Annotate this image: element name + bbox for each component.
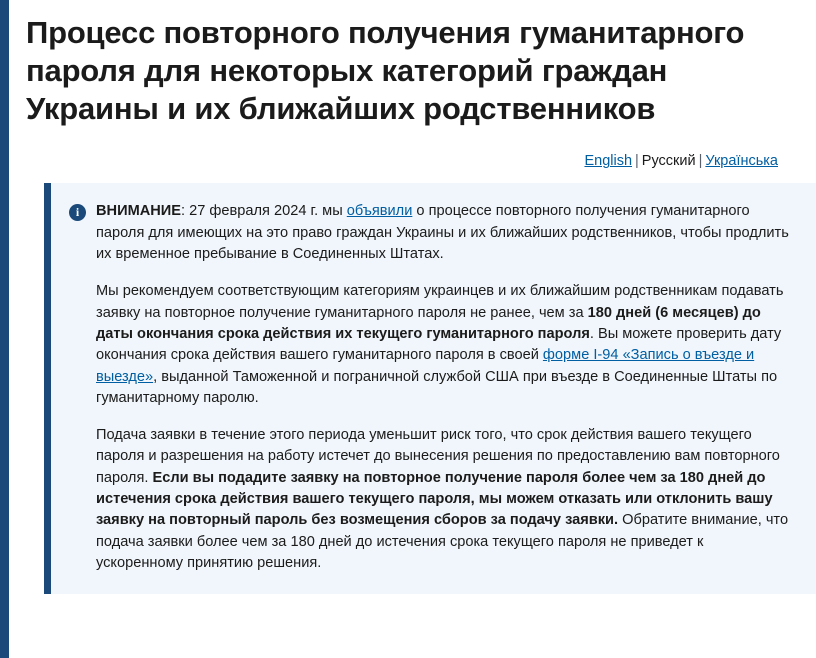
alert-p3-part1: Подача заявки в течение этого периода уменьшит риск того, что срок действия вашего текущего пароля и разрешения на работу истечет до вынесения решения по предоставлению вам повторного пароля. <box>96 427 780 486</box>
alert-p2-part1: Мы рекомендуем соответствующим категориям украинцев и их ближайшим родственникам подавать заявку на повторное получение гуманитарного пароля не ранее, чем за <box>96 283 784 321</box>
language-current-russian: Русский <box>641 153 696 170</box>
alert-p3-part2: Обратите внимание, что подача заявки более чем за 180 дней до истечения срока текущего пароля не приведет к ускоренному принятию решения. <box>96 512 789 571</box>
language-separator-2: | <box>698 153 703 170</box>
alert-box <box>44 183 816 594</box>
alert-p1-after-label: : 27 февраля 2024 г. мы <box>181 203 347 220</box>
alert-p3-bold1: Если вы подадите заявку на повторное получение пароля более чем за 180 дней до истечения срока действия вашего текущего пароля, мы можем отказать или отклонить вашу заявку на повторный пароль без возмещения сборов за подачу заявки. <box>96 469 773 529</box>
alert-body <box>96 201 794 574</box>
alert-attention-label: ВНИМАНИЕ <box>96 203 182 220</box>
alert-paragraph-3 <box>96 425 794 574</box>
page-title: Процесс повторного получения гуманитарного пароля для некоторых категорий граждан Украины и их ближайших родственников <box>26 15 745 126</box>
alert-p2-bold1: 180 дней (6 месяцев) до даты окончания срока действия их текущего гуманитарного пароля <box>96 304 761 342</box>
alert-p2-part2: . Вы можете проверить дату окончания срока действия вашего гуманитарного пароля в своей <box>96 325 782 364</box>
alert-p1-tail: о процессе повторного получения гуманитарного пароля для имеющих на это право граждан Украины и их ближайших родственников, чтобы продлить их временное пребывание в Соединенных Штатах. <box>96 203 789 263</box>
info-icon: i <box>69 204 86 221</box>
alert-p2-part3: , выданной Таможенной и пограничной службой США при въезде в Соединенные Штаты по гуманитарному паролю. <box>96 368 778 406</box>
form-i94-link[interactable]: форме I-94 «Запись о въезде и выезде» <box>96 347 755 385</box>
alert-paragraph-1 <box>96 201 794 265</box>
language-switcher <box>26 153 790 169</box>
alert-paragraph-2 <box>96 281 794 409</box>
language-separator-1: | <box>635 153 639 170</box>
language-link-ukrainian[interactable]: Українська <box>705 153 778 170</box>
language-link-english[interactable]: English <box>584 153 633 170</box>
announcement-link[interactable]: объявили <box>346 203 413 220</box>
